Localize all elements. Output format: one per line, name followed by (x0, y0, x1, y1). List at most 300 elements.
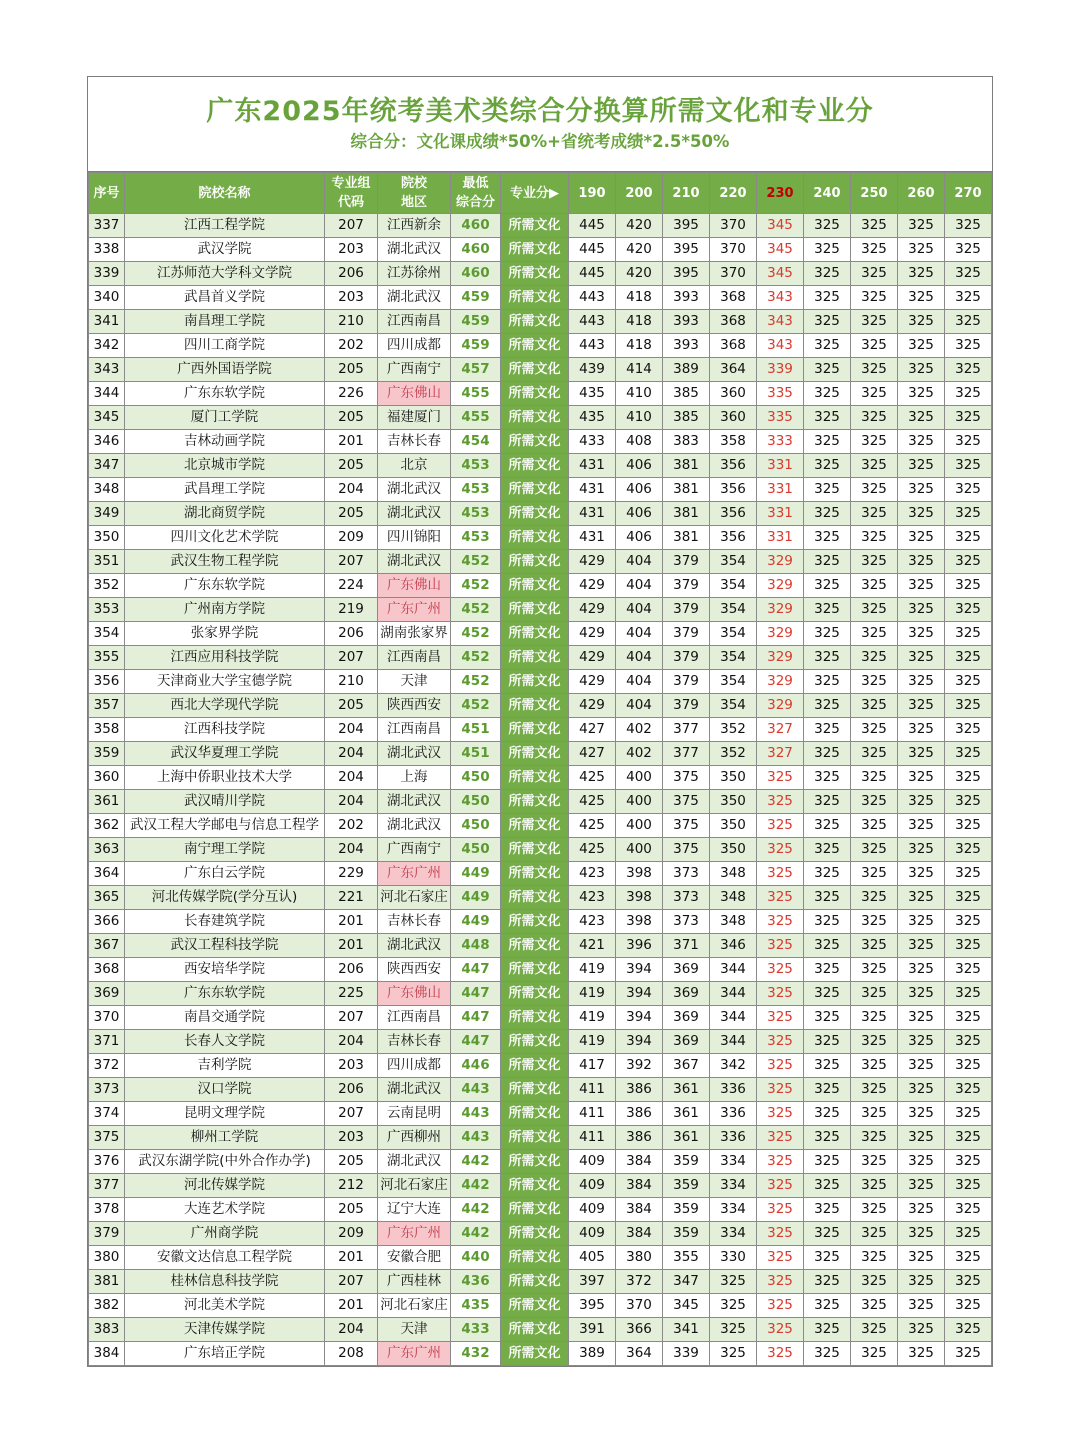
cell-region: 吉林长春 (378, 910, 451, 934)
cell-required-culture: 325 (851, 1078, 898, 1102)
cell-required-highlight: 325 (757, 1246, 804, 1270)
cell-seq: 345 (89, 406, 125, 430)
cell-required-culture: 391 (569, 1318, 616, 1342)
cell-required-culture: 325 (898, 430, 945, 454)
cell-school: 广西外国语学院 (125, 358, 325, 382)
table-row (89, 358, 992, 382)
table-row (89, 1174, 992, 1198)
cell-required-culture: 325 (804, 454, 851, 478)
cell-required-culture: 352 (710, 742, 757, 766)
cell-required-culture: 325 (898, 670, 945, 694)
cell-required-culture: 325 (898, 262, 945, 286)
cell-required-culture: 325 (898, 1078, 945, 1102)
cell-required-culture: 334 (710, 1198, 757, 1222)
cell-required-culture: 325 (804, 574, 851, 598)
cell-required-highlight: 329 (757, 550, 804, 574)
cell-required-culture: 325 (945, 1054, 992, 1078)
cell-required-culture: 325 (804, 958, 851, 982)
cell-region: 福建厦门 (378, 406, 451, 430)
cell-required-culture: 386 (616, 1102, 663, 1126)
cell-row-label: 所需文化 (501, 1078, 569, 1102)
cell-required-highlight: 325 (757, 1222, 804, 1246)
cell-required-culture: 325 (898, 1054, 945, 1078)
table-row (89, 526, 992, 550)
cell-required-highlight: 329 (757, 622, 804, 646)
cell-required-culture: 350 (710, 766, 757, 790)
cell-required-culture: 354 (710, 670, 757, 694)
cell-required-culture: 325 (851, 1174, 898, 1198)
cell-group-code: 209 (325, 1222, 378, 1246)
cell-region: 河北石家庄 (378, 886, 451, 910)
cell-required-culture: 325 (851, 478, 898, 502)
cell-group-code: 209 (325, 526, 378, 550)
cell-group-code: 203 (325, 286, 378, 310)
cell-required-highlight: 325 (757, 1270, 804, 1294)
cell-required-culture: 325 (851, 1030, 898, 1054)
cell-required-culture: 325 (898, 646, 945, 670)
cell-required-highlight: 325 (757, 790, 804, 814)
cell-group-code: 203 (325, 1054, 378, 1078)
cell-required-culture: 325 (898, 598, 945, 622)
cell-seq: 356 (89, 670, 125, 694)
cell-seq: 376 (89, 1150, 125, 1174)
cell-group-code: 204 (325, 1030, 378, 1054)
cell-school: 武汉东湖学院(中外合作办学) (125, 1150, 325, 1174)
table-row (89, 1246, 992, 1270)
cell-region: 江苏徐州 (378, 262, 451, 286)
cell-group-code: 202 (325, 814, 378, 838)
cell-seq: 359 (89, 742, 125, 766)
cell-required-culture: 325 (898, 1030, 945, 1054)
cell-school: 南宁理工学院 (125, 838, 325, 862)
table-row (89, 718, 992, 742)
cell-school: 湖北商贸学院 (125, 502, 325, 526)
cell-min-score: 432 (451, 1342, 501, 1366)
cell-school: 天津传媒学院 (125, 1318, 325, 1342)
cell-required-culture: 377 (663, 718, 710, 742)
table-row (89, 1078, 992, 1102)
table-row (89, 454, 992, 478)
cell-required-culture: 325 (804, 478, 851, 502)
cell-row-label: 所需文化 (501, 742, 569, 766)
cell-group-code: 205 (325, 502, 378, 526)
cell-required-culture: 330 (710, 1246, 757, 1270)
cell-region: 江西南昌 (378, 646, 451, 670)
cell-min-score: 442 (451, 1174, 501, 1198)
cell-min-score: 451 (451, 742, 501, 766)
cell-school: 武汉工程科技学院 (125, 934, 325, 958)
cell-required-culture: 325 (945, 1342, 992, 1366)
cell-required-culture: 389 (663, 358, 710, 382)
cell-required-culture: 325 (851, 934, 898, 958)
cell-seq: 381 (89, 1270, 125, 1294)
cell-required-culture: 325 (898, 238, 945, 262)
cell-required-culture: 325 (945, 430, 992, 454)
cell-required-culture: 325 (804, 622, 851, 646)
cell-group-code: 203 (325, 238, 378, 262)
cell-required-culture: 325 (898, 1126, 945, 1150)
cell-required-culture: 400 (616, 838, 663, 862)
cell-required-culture: 402 (616, 718, 663, 742)
cell-seq: 374 (89, 1102, 125, 1126)
cell-required-culture: 393 (663, 310, 710, 334)
cell-required-culture: 425 (569, 838, 616, 862)
cell-required-culture: 394 (616, 1030, 663, 1054)
cell-group-code: 207 (325, 646, 378, 670)
cell-row-label: 所需文化 (501, 790, 569, 814)
cell-required-culture: 384 (616, 1198, 663, 1222)
col-header-score: 240 (804, 173, 851, 214)
cell-group-code: 210 (325, 310, 378, 334)
cell-required-culture: 325 (898, 814, 945, 838)
table-row (89, 334, 992, 358)
cell-seq: 339 (89, 262, 125, 286)
cell-region: 广西桂林 (378, 1270, 451, 1294)
table-row (89, 1102, 992, 1126)
cell-required-culture: 361 (663, 1102, 710, 1126)
cell-required-culture: 398 (616, 862, 663, 886)
cell-required-culture: 325 (945, 1150, 992, 1174)
cell-required-culture: 393 (663, 334, 710, 358)
cell-required-culture: 418 (616, 286, 663, 310)
cell-seq: 361 (89, 790, 125, 814)
cell-min-score: 452 (451, 622, 501, 646)
cell-school: 大连艺术学院 (125, 1198, 325, 1222)
cell-required-culture: 325 (945, 286, 992, 310)
cell-row-label: 所需文化 (501, 1222, 569, 1246)
cell-region: 江西新余 (378, 214, 451, 238)
cell-required-culture: 325 (804, 1102, 851, 1126)
cell-row-label: 所需文化 (501, 622, 569, 646)
cell-required-culture: 325 (851, 454, 898, 478)
cell-school: 四川文化艺术学院 (125, 526, 325, 550)
cell-required-highlight: 331 (757, 502, 804, 526)
cell-required-culture: 325 (945, 742, 992, 766)
cell-required-highlight: 325 (757, 1198, 804, 1222)
cell-group-code: 204 (325, 766, 378, 790)
cell-required-culture: 406 (616, 526, 663, 550)
cell-min-score: 459 (451, 286, 501, 310)
cell-required-culture: 325 (945, 406, 992, 430)
cell-required-culture: 371 (663, 934, 710, 958)
cell-required-culture: 325 (851, 406, 898, 430)
cell-required-culture: 420 (616, 262, 663, 286)
cell-required-culture: 325 (945, 598, 992, 622)
cell-required-culture: 341 (663, 1318, 710, 1342)
cell-row-label: 所需文化 (501, 238, 569, 262)
cell-required-culture: 366 (616, 1318, 663, 1342)
cell-group-code: 205 (325, 694, 378, 718)
cell-group-code: 201 (325, 1294, 378, 1318)
table-row (89, 742, 992, 766)
cell-required-culture: 336 (710, 1126, 757, 1150)
cell-min-score: 450 (451, 790, 501, 814)
cell-required-highlight: 325 (757, 1150, 804, 1174)
cell-required-culture: 394 (616, 958, 663, 982)
cell-required-culture: 410 (616, 382, 663, 406)
cell-required-culture: 325 (945, 574, 992, 598)
cell-min-score: 442 (451, 1222, 501, 1246)
cell-required-culture: 325 (804, 382, 851, 406)
cell-required-culture: 373 (663, 886, 710, 910)
cell-required-culture: 325 (710, 1294, 757, 1318)
cell-school: 河北传媒学院 (125, 1174, 325, 1198)
cell-required-culture: 367 (663, 1054, 710, 1078)
cell-required-culture: 384 (616, 1174, 663, 1198)
table-row (89, 1222, 992, 1246)
cell-school: 武昌理工学院 (125, 478, 325, 502)
cell-row-label: 所需文化 (501, 1318, 569, 1342)
cell-required-culture: 325 (945, 934, 992, 958)
cell-required-highlight: 325 (757, 838, 804, 862)
cell-required-culture: 396 (616, 934, 663, 958)
cell-required-culture: 383 (663, 430, 710, 454)
cell-row-label: 所需文化 (501, 1030, 569, 1054)
cell-min-score: 447 (451, 1006, 501, 1030)
cell-group-code: 203 (325, 1126, 378, 1150)
cell-seq: 347 (89, 454, 125, 478)
cell-row-label: 所需文化 (501, 670, 569, 694)
cell-row-label: 所需文化 (501, 454, 569, 478)
cell-required-culture: 325 (945, 886, 992, 910)
cell-required-culture: 325 (804, 526, 851, 550)
table-row (89, 286, 992, 310)
cell-required-culture: 325 (945, 1006, 992, 1030)
cell-group-code: 229 (325, 862, 378, 886)
cell-required-culture: 325 (804, 262, 851, 286)
cell-required-culture: 325 (945, 502, 992, 526)
cell-region: 北京 (378, 454, 451, 478)
cell-required-culture: 325 (898, 1342, 945, 1366)
cell-school: 武汉华夏理工学院 (125, 742, 325, 766)
cell-min-score: 443 (451, 1102, 501, 1126)
cell-required-culture: 325 (804, 214, 851, 238)
cell-required-culture: 325 (851, 1246, 898, 1270)
cell-required-culture: 354 (710, 574, 757, 598)
cell-required-culture: 394 (616, 982, 663, 1006)
cell-required-culture: 404 (616, 622, 663, 646)
cell-required-culture: 325 (945, 646, 992, 670)
cell-region: 广东广州 (378, 1222, 451, 1246)
cell-required-culture: 325 (851, 1126, 898, 1150)
cell-min-score: 436 (451, 1270, 501, 1294)
cell-required-culture: 325 (804, 790, 851, 814)
cell-group-code: 206 (325, 1078, 378, 1102)
cell-required-culture: 334 (710, 1222, 757, 1246)
cell-required-culture: 369 (663, 1030, 710, 1054)
cell-required-culture: 395 (663, 262, 710, 286)
cell-required-culture: 325 (851, 310, 898, 334)
cell-required-culture: 325 (804, 742, 851, 766)
page-subtitle: 综合分：文化课成绩*50%+省统考成绩*2.5*50% (350, 132, 730, 151)
cell-required-highlight: 343 (757, 334, 804, 358)
cell-required-culture: 354 (710, 550, 757, 574)
cell-seq: 375 (89, 1126, 125, 1150)
cell-required-culture: 325 (851, 670, 898, 694)
cell-region: 湖北武汉 (378, 934, 451, 958)
cell-required-culture: 368 (710, 334, 757, 358)
cell-group-code: 205 (325, 454, 378, 478)
cell-seq: 382 (89, 1294, 125, 1318)
cell-required-culture: 325 (945, 670, 992, 694)
cell-required-highlight: 325 (757, 886, 804, 910)
cell-required-culture: 325 (898, 1102, 945, 1126)
cell-required-culture: 419 (569, 1006, 616, 1030)
cell-required-culture: 409 (569, 1198, 616, 1222)
cell-required-culture: 350 (710, 790, 757, 814)
cell-group-code: 201 (325, 430, 378, 454)
cell-region: 安徽合肥 (378, 1246, 451, 1270)
cell-required-culture: 417 (569, 1054, 616, 1078)
cell-required-highlight: 331 (757, 526, 804, 550)
cell-required-culture: 405 (569, 1246, 616, 1270)
cell-required-culture: 370 (710, 238, 757, 262)
cell-school: 广东东软学院 (125, 982, 325, 1006)
cell-row-label: 所需文化 (501, 1054, 569, 1078)
cell-required-culture: 325 (851, 334, 898, 358)
cell-seq: 352 (89, 574, 125, 598)
col-header-score-highlight: 230 (757, 173, 804, 214)
cell-region: 广东佛山 (378, 382, 451, 406)
cell-required-culture: 431 (569, 454, 616, 478)
cell-required-culture: 433 (569, 430, 616, 454)
cell-required-culture: 325 (851, 1102, 898, 1126)
cell-required-culture: 325 (804, 334, 851, 358)
cell-required-culture: 325 (898, 286, 945, 310)
cell-required-culture: 344 (710, 1030, 757, 1054)
cell-required-culture: 325 (851, 718, 898, 742)
cell-min-score: 453 (451, 526, 501, 550)
cell-min-score: 443 (451, 1078, 501, 1102)
cell-seq: 341 (89, 310, 125, 334)
cell-required-culture: 325 (804, 598, 851, 622)
cell-required-culture: 425 (569, 766, 616, 790)
cell-required-culture: 414 (616, 358, 663, 382)
table-row (89, 1054, 992, 1078)
cell-required-culture: 406 (616, 454, 663, 478)
cell-required-culture: 325 (710, 1342, 757, 1366)
cell-required-highlight: 329 (757, 670, 804, 694)
cell-seq: 373 (89, 1078, 125, 1102)
cell-required-culture: 435 (569, 406, 616, 430)
cell-seq: 346 (89, 430, 125, 454)
cell-school: 天津商业大学宝德学院 (125, 670, 325, 694)
cell-min-score: 460 (451, 214, 501, 238)
col-header-school: 院校名称 (125, 173, 325, 214)
cell-required-culture: 325 (851, 358, 898, 382)
col-header-score: 260 (898, 173, 945, 214)
cell-required-culture: 325 (898, 982, 945, 1006)
cell-required-culture: 379 (663, 622, 710, 646)
cell-min-score: 452 (451, 694, 501, 718)
cell-row-label: 所需文化 (501, 910, 569, 934)
cell-required-culture: 355 (663, 1246, 710, 1270)
cell-required-culture: 325 (945, 766, 992, 790)
cell-school: 西安培华学院 (125, 958, 325, 982)
cell-required-culture: 421 (569, 934, 616, 958)
table-row (89, 406, 992, 430)
cell-required-culture: 419 (569, 958, 616, 982)
cell-required-culture: 410 (616, 406, 663, 430)
cell-required-culture: 336 (710, 1078, 757, 1102)
cell-required-culture: 325 (945, 1222, 992, 1246)
cell-required-culture: 325 (804, 862, 851, 886)
cell-school: 西北大学现代学院 (125, 694, 325, 718)
cell-row-label: 所需文化 (501, 262, 569, 286)
cell-required-culture: 325 (898, 1150, 945, 1174)
cell-required-culture: 345 (663, 1294, 710, 1318)
cell-required-highlight: 329 (757, 574, 804, 598)
cell-row-label: 所需文化 (501, 1270, 569, 1294)
cell-group-code: 204 (325, 1318, 378, 1342)
cell-required-highlight: 325 (757, 910, 804, 934)
table-row (89, 1198, 992, 1222)
cell-required-culture: 395 (663, 214, 710, 238)
cell-required-culture: 409 (569, 1150, 616, 1174)
table-row (89, 694, 992, 718)
cell-seq: 368 (89, 958, 125, 982)
cell-required-culture: 439 (569, 358, 616, 382)
cell-min-score: 453 (451, 478, 501, 502)
cell-required-culture: 397 (569, 1270, 616, 1294)
cell-required-culture: 325 (804, 766, 851, 790)
table-row (89, 214, 992, 238)
cell-required-culture: 325 (851, 1318, 898, 1342)
table-row (89, 838, 992, 862)
cell-required-culture: 325 (945, 454, 992, 478)
cell-group-code: 205 (325, 406, 378, 430)
table-row (89, 382, 992, 406)
table-row (89, 886, 992, 910)
cell-required-culture: 325 (851, 262, 898, 286)
cell-required-culture: 325 (851, 1006, 898, 1030)
cell-seq: 340 (89, 286, 125, 310)
cell-required-culture: 386 (616, 1078, 663, 1102)
cell-required-culture: 429 (569, 670, 616, 694)
cell-required-culture: 325 (898, 1246, 945, 1270)
cell-required-culture: 411 (569, 1102, 616, 1126)
table-row (89, 1270, 992, 1294)
cell-required-culture: 334 (710, 1174, 757, 1198)
cell-region: 广东广州 (378, 598, 451, 622)
cell-required-culture: 443 (569, 286, 616, 310)
cell-required-culture: 346 (710, 934, 757, 958)
cell-required-culture: 404 (616, 670, 663, 694)
cell-region: 河北石家庄 (378, 1294, 451, 1318)
cell-min-score: 449 (451, 910, 501, 934)
cell-required-culture: 325 (945, 214, 992, 238)
cell-required-culture: 325 (945, 1318, 992, 1342)
cell-required-culture: 420 (616, 214, 663, 238)
cell-min-score: 453 (451, 502, 501, 526)
cell-min-score: 449 (451, 886, 501, 910)
col-header-min-top: 最低 (462, 176, 489, 191)
cell-required-culture: 325 (945, 478, 992, 502)
cell-required-culture: 325 (898, 406, 945, 430)
cell-required-culture: 325 (898, 958, 945, 982)
cell-required-culture: 325 (898, 790, 945, 814)
table-row (89, 670, 992, 694)
cell-required-highlight: 325 (757, 862, 804, 886)
cell-seq: 355 (89, 646, 125, 670)
cell-seq: 378 (89, 1198, 125, 1222)
cell-row-label: 所需文化 (501, 646, 569, 670)
cell-required-culture: 431 (569, 526, 616, 550)
cell-required-culture: 325 (898, 574, 945, 598)
cell-min-score: 452 (451, 646, 501, 670)
cell-school: 柳州工学院 (125, 1126, 325, 1150)
cell-required-culture: 325 (945, 790, 992, 814)
